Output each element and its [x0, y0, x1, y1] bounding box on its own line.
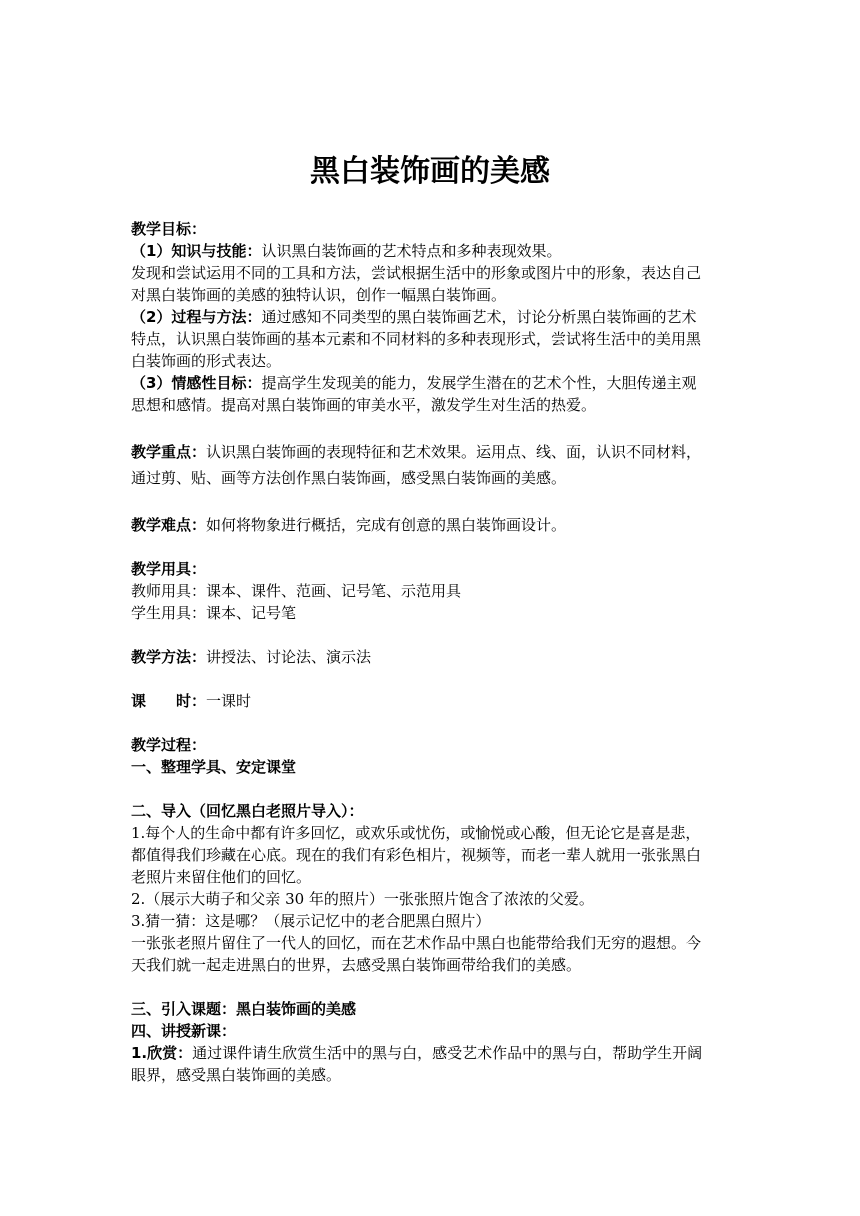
- step-two-line: 都值得我们珍藏在心底。现在的我们有彩色相片，视频等，而老一辈人就用一张张黑白: [131, 846, 702, 864]
- hours-label-a: 课: [131, 692, 147, 710]
- process-heading: 教学过程：: [131, 736, 207, 754]
- step-three: 三、引入课题：黑白装饰画的美感: [131, 1000, 357, 1018]
- objectives-heading: 教学目标：: [131, 220, 207, 238]
- difficulties-text: 如何将物象进行概括，完成有创意的黑白装饰画设计。: [206, 516, 567, 534]
- tools-student: 学生用具：课本、记号笔: [131, 604, 297, 622]
- page-title: 黑白装饰画的美感: [310, 154, 550, 189]
- hours-text: 一课时: [206, 692, 252, 710]
- objective-process-label: （2）过程与方法：: [131, 308, 262, 326]
- hours-label-b: 时：: [176, 692, 207, 710]
- objective-emotion-label: （3）情感性目标：: [131, 374, 262, 392]
- key-points-text: 认识黑白装饰画的表现特征和艺术效果。运用点、线、面，认识不同材料，: [206, 443, 702, 461]
- step-one: 一、整理学具、安定课堂: [131, 758, 297, 776]
- objective-knowledge-text: 认识黑白装饰画的艺术特点和多种表现效果。: [261, 242, 562, 260]
- objective-process: [131, 306, 731, 328]
- step-two-line: 老照片来留住他们的回忆。: [131, 868, 312, 886]
- key-points: [131, 441, 731, 463]
- step-four-line: 眼界，感受黑白装饰画的美感。: [131, 1066, 342, 1084]
- step-two-line: 2.（展示大萌子和父亲 30 年的照片）一张张照片饱含了浓浓的父爱。: [131, 890, 594, 908]
- step-four-item-text: 通过课件请生欣赏生活中的黑与白，感受艺术作品中的黑与白，帮助学生开阔: [192, 1044, 703, 1062]
- methods-text: 讲授法、讨论法、演示法: [206, 648, 372, 666]
- key-points-label: 教学重点：: [131, 443, 207, 461]
- step-four-heading: 四、讲授新课：: [131, 1022, 237, 1040]
- hours: [131, 690, 731, 712]
- tools-heading: 教学用具：: [131, 560, 207, 578]
- objective-knowledge-line: 对黑白装饰画的美感的独特认识，创作一幅黑白装饰画。: [131, 286, 507, 304]
- step-two-heading: 二、导入（回忆黑白老照片导入）：: [131, 802, 364, 820]
- objective-emotion: [131, 372, 731, 394]
- step-four-item: [131, 1042, 731, 1064]
- step-two-line: 天我们就一起走进黑白的世界，去感受黑白装饰画带给我们的美感。: [131, 956, 582, 974]
- objective-process-line: 白装饰画的形式表达。: [131, 352, 282, 370]
- difficulties-label: 教学难点：: [131, 516, 207, 534]
- step-two-line: 一张张老照片留住了一代人的回忆，而在艺术作品中黑白也能带给我们无穷的遐想。今: [131, 934, 702, 952]
- document-body: [131, 218, 731, 1086]
- step-two-line: 3.猜一猜：这是哪？（展示记忆中的老合肥黑白照片）: [131, 912, 491, 930]
- objective-knowledge: [131, 240, 731, 262]
- key-points-line: 通过剪、贴、画等方法创作黑白装饰画，感受黑白装饰画的美感。: [131, 469, 567, 487]
- step-four-item-label: 1.欣赏：: [131, 1044, 193, 1062]
- objective-process-text: 通过感知不同类型的黑白装饰画艺术，讨论分析黑白装饰画的艺术: [261, 308, 697, 326]
- objective-knowledge-line: 发现和尝试运用不同的工具和方法，尝试根据生活中的形象或图片中的形象，表达自己: [131, 264, 702, 282]
- objective-process-line: 特点，认识黑白装饰画的基本元素和不同材料的多种表现形式，尝试将生活中的美用黑: [131, 330, 702, 348]
- objective-emotion-line: 思想和感情。提高对黑白装饰画的审美水平，激发学生对生活的热爱。: [131, 396, 597, 414]
- objective-knowledge-label: （1）知识与技能：: [131, 242, 262, 260]
- objective-emotion-text: 提高学生发现美的能力，发展学生潜在的艺术个性，大胆传递主观: [261, 374, 697, 392]
- difficulties: [131, 514, 731, 536]
- tools-teacher: 教师用具：课本、课件、范画、记号笔、示范用具: [131, 582, 462, 600]
- step-two-line: 1.每个人的生命中都有许多回忆，或欢乐或忧伤，或愉悦或心酸，但无论它是喜是悲，: [131, 824, 701, 842]
- methods: [131, 646, 731, 668]
- methods-label: 教学方法：: [131, 648, 207, 666]
